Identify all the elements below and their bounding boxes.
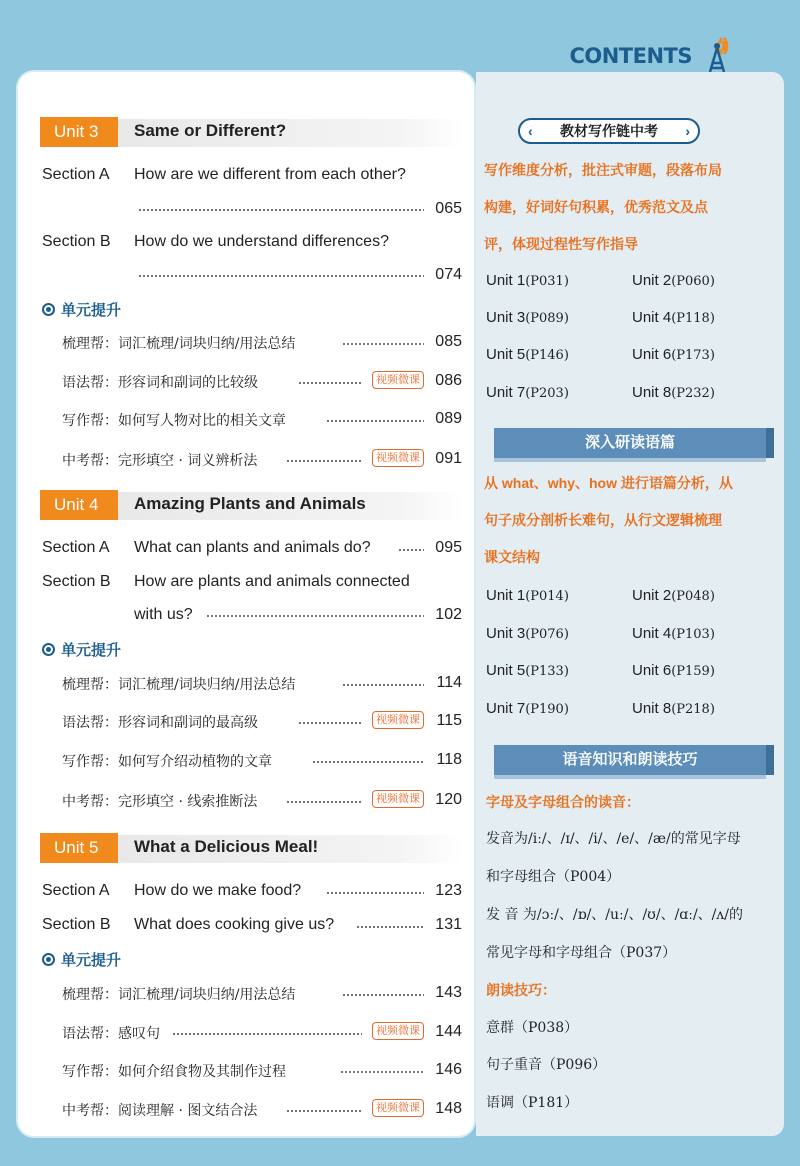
video-lesson-badge[interactable]: 视频微课 [372,1022,424,1040]
help-item[interactable]: 语法帮：形容词和副词的最高级 [62,715,258,731]
writing-ref-unit-8[interactable]: Unit 8(P232) [632,384,715,401]
help-item[interactable]: 梳理帮：词汇梳理/词块归纳/用法总结 [62,677,296,693]
writing-ref-unit-6[interactable]: Unit 6(P173) [632,346,715,363]
page-number[interactable]: 118 [436,751,462,768]
writing-ref-unit-3[interactable]: Unit 3(P089) [486,309,569,326]
leader-dots [172,1033,362,1035]
reading-ref-unit-3[interactable]: Unit 3(P076) [486,625,569,642]
section-label: Section B [42,233,111,250]
reading-ref-unit-5[interactable]: Unit 5(P133) [486,662,569,679]
section-title[interactable]: How do we make food? [134,882,302,899]
unit-4-banner[interactable] [40,490,462,520]
leader-dots [398,549,424,551]
leader-dots [342,343,424,345]
page-number[interactable]: 095 [435,539,462,556]
help-item[interactable]: 语法帮：形容词和副词的比较级 [62,375,258,391]
unit-title: Amazing Plants and Animals [134,494,366,513]
writing-ref-unit-5[interactable]: Unit 5(P146) [486,346,569,363]
video-lesson-badge[interactable]: 视频微课 [372,790,424,808]
section-title-continued[interactable]: with us? [134,606,193,623]
writing-ref-unit-7[interactable]: Unit 7(P203) [486,384,569,401]
page-number[interactable]: 074 [435,266,462,283]
video-lesson-badge[interactable]: 视频微课 [372,449,424,467]
writing-ref-unit-1[interactable]: Unit 1(P031) [486,272,569,289]
leader-dots [356,926,424,928]
help-item[interactable]: 写作帮：如何写人物对比的相关文章 [62,413,286,429]
page-number[interactable]: 114 [436,674,462,691]
unit-5-banner[interactable] [40,833,462,863]
leader-dots [286,801,362,803]
section-title[interactable]: What does cooking give us? [134,916,335,933]
unit-upgrade-heading: 单元提升 [42,299,121,320]
leader-dots [138,209,424,211]
help-item[interactable]: 语法帮：感叹句 [62,1026,160,1042]
phonics-section-title[interactable]: 语音知识和朗读技巧 [494,745,766,775]
reading-ref-unit-7[interactable]: Unit 7(P190) [486,700,569,717]
phonics-line[interactable]: 常见字母和字母组合（P037） [486,945,677,961]
reading-description: 从 what、why、how 进行语篇分析，从 句子成分剖析长难句，从行文逻辑梳理 课文结构 [484,475,733,565]
page-number[interactable]: 065 [435,200,462,217]
section-label: Section B [42,573,111,590]
reading-ref-unit-4[interactable]: Unit 4(P103) [632,625,715,642]
section-title[interactable]: How do we understand differences? [134,233,389,250]
signal-tower-icon [700,30,734,72]
reading-ref-unit-1[interactable]: Unit 1(P014) [486,587,569,604]
writing-ref-unit-2[interactable]: Unit 2(P060) [632,272,715,289]
page-number[interactable]: 089 [435,410,462,427]
page-number[interactable]: 144 [435,1023,462,1040]
reading-ref-unit-2[interactable]: Unit 2(P048) [632,587,715,604]
skill-item[interactable]: 语调（P181） [486,1095,579,1111]
unit-upgrade-heading: 单元提升 [42,949,121,970]
reading-section-title[interactable]: 深入研读语篇 [494,428,766,458]
section-title[interactable]: How are we different from each other? [134,166,406,183]
section-label: Section B [42,916,111,933]
target-circle-icon [42,303,55,316]
page-number[interactable]: 148 [435,1100,462,1117]
phonics-line[interactable]: 发音为/iː/、/ɪ/、/i/、/e/、/æ/的常见字母 [486,831,741,847]
help-item[interactable]: 中考帮：阅读理解 · 图文结合法 [62,1103,258,1119]
section-label: Section A [42,539,110,556]
page-number[interactable]: 123 [435,882,462,899]
target-circle-icon [42,643,55,656]
section-label: Section A [42,166,110,183]
reading-skills-heading: 朗读技巧： [486,982,556,998]
section-label: Section A [42,882,110,899]
skill-item[interactable]: 句子重音（P096） [486,1057,607,1073]
page-number[interactable]: 086 [435,372,462,389]
unit-upgrade-heading: 单元提升 [42,639,121,660]
unit-title: Same or Different? [134,121,287,140]
leader-dots [286,1110,362,1112]
leader-dots [342,994,424,996]
video-lesson-badge[interactable]: 视频微课 [372,371,424,389]
toc-units-panel [18,72,474,1136]
leader-dots [206,615,424,617]
skill-item[interactable]: 意群（P038） [486,1020,579,1036]
section-title[interactable]: How are plants and animals connected [134,573,410,590]
unit-tag: Unit 5 [40,833,118,863]
unit-3-banner[interactable] [40,117,462,147]
leader-dots [312,761,424,763]
video-lesson-badge[interactable]: 视频微课 [372,711,424,729]
contents-title: CONTENTS [569,44,692,68]
page-number[interactable]: 131 [435,916,462,933]
help-item[interactable]: 写作帮：如何介绍食物及其制作过程 [62,1064,286,1080]
phonics-line[interactable]: 发 音 为/ɔː/、/ɒ/、/uː/、/ʊ/、/ɑː/、/ʌ/的 [486,907,744,923]
leader-dots [298,722,362,724]
page-number[interactable]: 120 [435,791,462,808]
phonics-line[interactable]: 和字母组合（P004） [486,869,621,885]
section-title[interactable]: What can plants and animals do? [134,539,371,556]
page-number[interactable]: 146 [435,1061,462,1078]
page-number[interactable]: 085 [435,333,462,350]
help-item[interactable]: 写作帮：如何写介绍动植物的文章 [62,754,272,770]
unit-tag: Unit 4 [40,490,118,520]
reading-ref-unit-8[interactable]: Unit 8(P218) [632,700,715,717]
leader-dots [340,1071,424,1073]
page-header [0,0,800,72]
page-number[interactable]: 143 [435,984,462,1001]
unit-title: What a Delicious Meal! [134,837,319,856]
help-item[interactable]: 中考帮：完形填空 · 词义辨析法 [62,453,258,469]
leader-dots [326,420,424,422]
reading-ref-unit-6[interactable]: Unit 6(P159) [632,662,715,679]
writing-description: 写作维度分析，批注式审题，段落布局 构建，好词好句积累，优秀范文及点 评，体现过程性写作指导 [484,162,722,252]
page-number[interactable]: 102 [435,606,462,623]
page-number[interactable]: 115 [436,712,462,729]
help-item[interactable]: 梳理帮：词汇梳理/词块归纳/用法总结 [62,336,296,352]
help-item[interactable]: 中考帮：完形填空 · 线索推断法 [62,794,258,810]
unit-tag: Unit 3 [40,117,118,147]
leader-dots [342,684,424,686]
leader-dots [286,460,362,462]
leader-dots [138,275,424,277]
page-number[interactable]: 091 [435,450,462,467]
leader-dots [326,892,424,894]
writing-ref-unit-4[interactable]: Unit 4(P118) [632,309,715,326]
video-lesson-badge[interactable]: 视频微课 [372,1099,424,1117]
leader-dots [298,382,362,384]
help-item[interactable]: 梳理帮：词汇梳理/词块归纳/用法总结 [62,987,296,1003]
letters-heading: 字母及字母组合的读音： [486,794,640,810]
writing-section-title[interactable]: ‹ 教材写作链中考 › [518,118,700,144]
target-circle-icon [42,953,55,966]
